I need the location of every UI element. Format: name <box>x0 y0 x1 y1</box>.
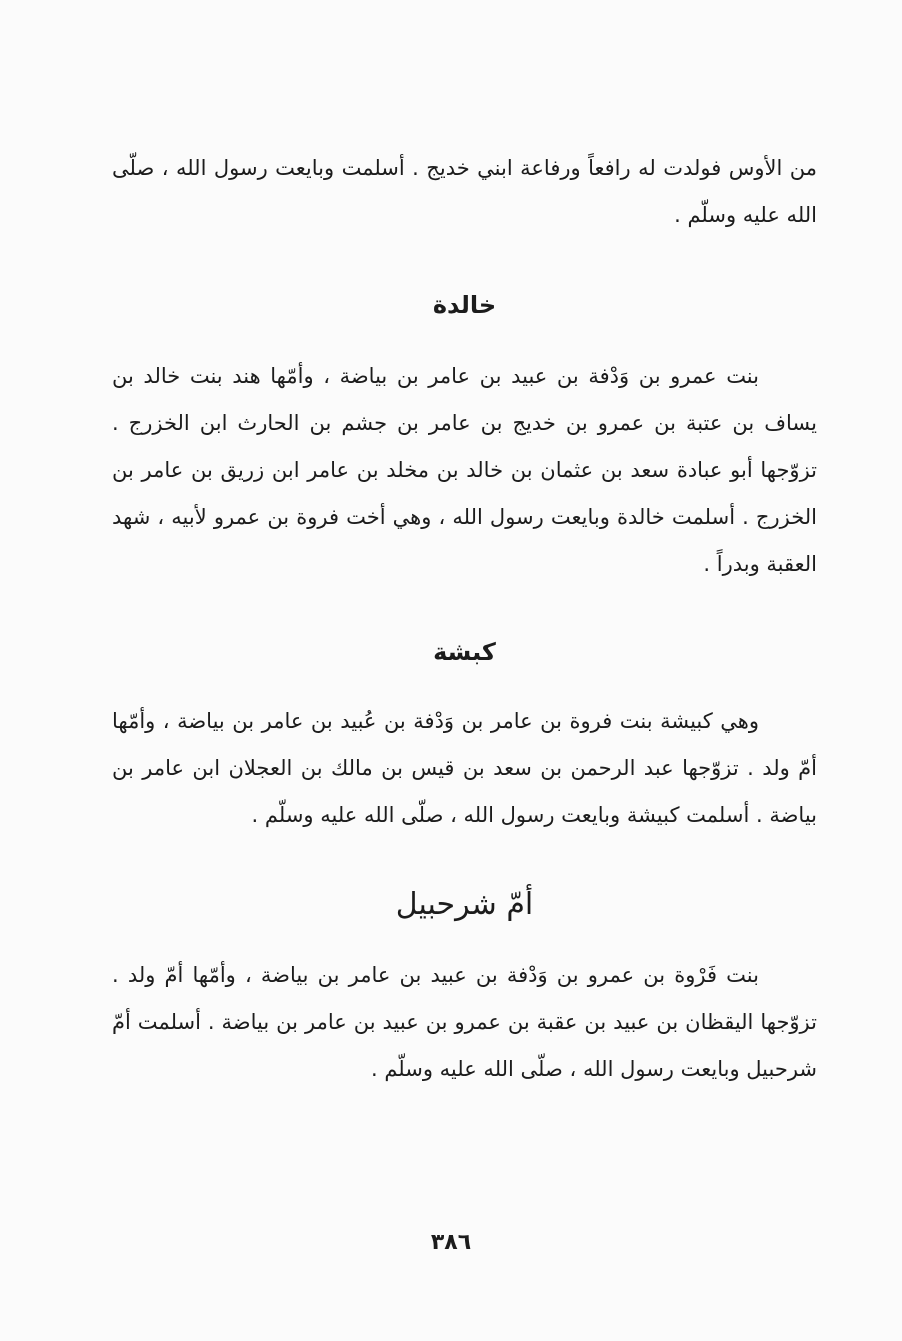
heading-umm-shurahbil: أمّ شرحبيل <box>395 887 534 922</box>
heading-kubaysha: كبشة <box>433 638 496 666</box>
page-body <box>112 145 817 1093</box>
paragraph-khalida: بنت عمرو بن وَدْفة بن عبيد بن عامر بن بياضة ، وأمّها هند بنت خالد بن يساف بن عتبة بن عمرو بن خديج بن عامر بن جشم بن الحارث ابن الخزرج . تزوّجها أبو عبادة سعد بن عثمان بن خالد بن مخلد بن عامر ابن زريق بن عامر بن الخزرج . أسلمت خالدة وبايعت رسول الله ، وهي أخت فروة بن عمرو لأبيه ، شهد العقبة وبدراً . <box>112 364 817 576</box>
paragraph-umm-shurahbil: بنت فَرْوة بن عمرو بن وَدْفة بن عبيد بن عامر بن بياضة ، وأمّها أمّ ولد . تزوّجها اليقظان بن عبيد بن عقبة بن عمرو بن عبيد بن عامر بن بياضة . أسلمت أمّ شرحبيل وبايعت رسول الله ، صلّى الله عليه وسلّم . <box>112 963 817 1081</box>
paragraph-kubaysha: وهي كبيشة بنت فروة بن عامر بن وَدْفة بن عُبيد بن عامر بن بياضة ، وأمّها أمّ ولد . تزوّجها عبد الرحمن بن سعد بن قيس بن مالك بن العجلان ابن عامر بن بياضة . أسلمت كبيشة وبايعت رسول الله ، صلّى الله عليه وسلّم . <box>112 709 817 827</box>
page-number: ٣٨٦ <box>430 1230 472 1255</box>
paragraph-intro: من الأوس فولدت له رافعاً ورفاعة ابني خديج . أسلمت وبايعت رسول الله ، صلّى الله عليه وسلّم . <box>112 156 817 227</box>
heading-khalida: خالدة <box>432 291 497 319</box>
